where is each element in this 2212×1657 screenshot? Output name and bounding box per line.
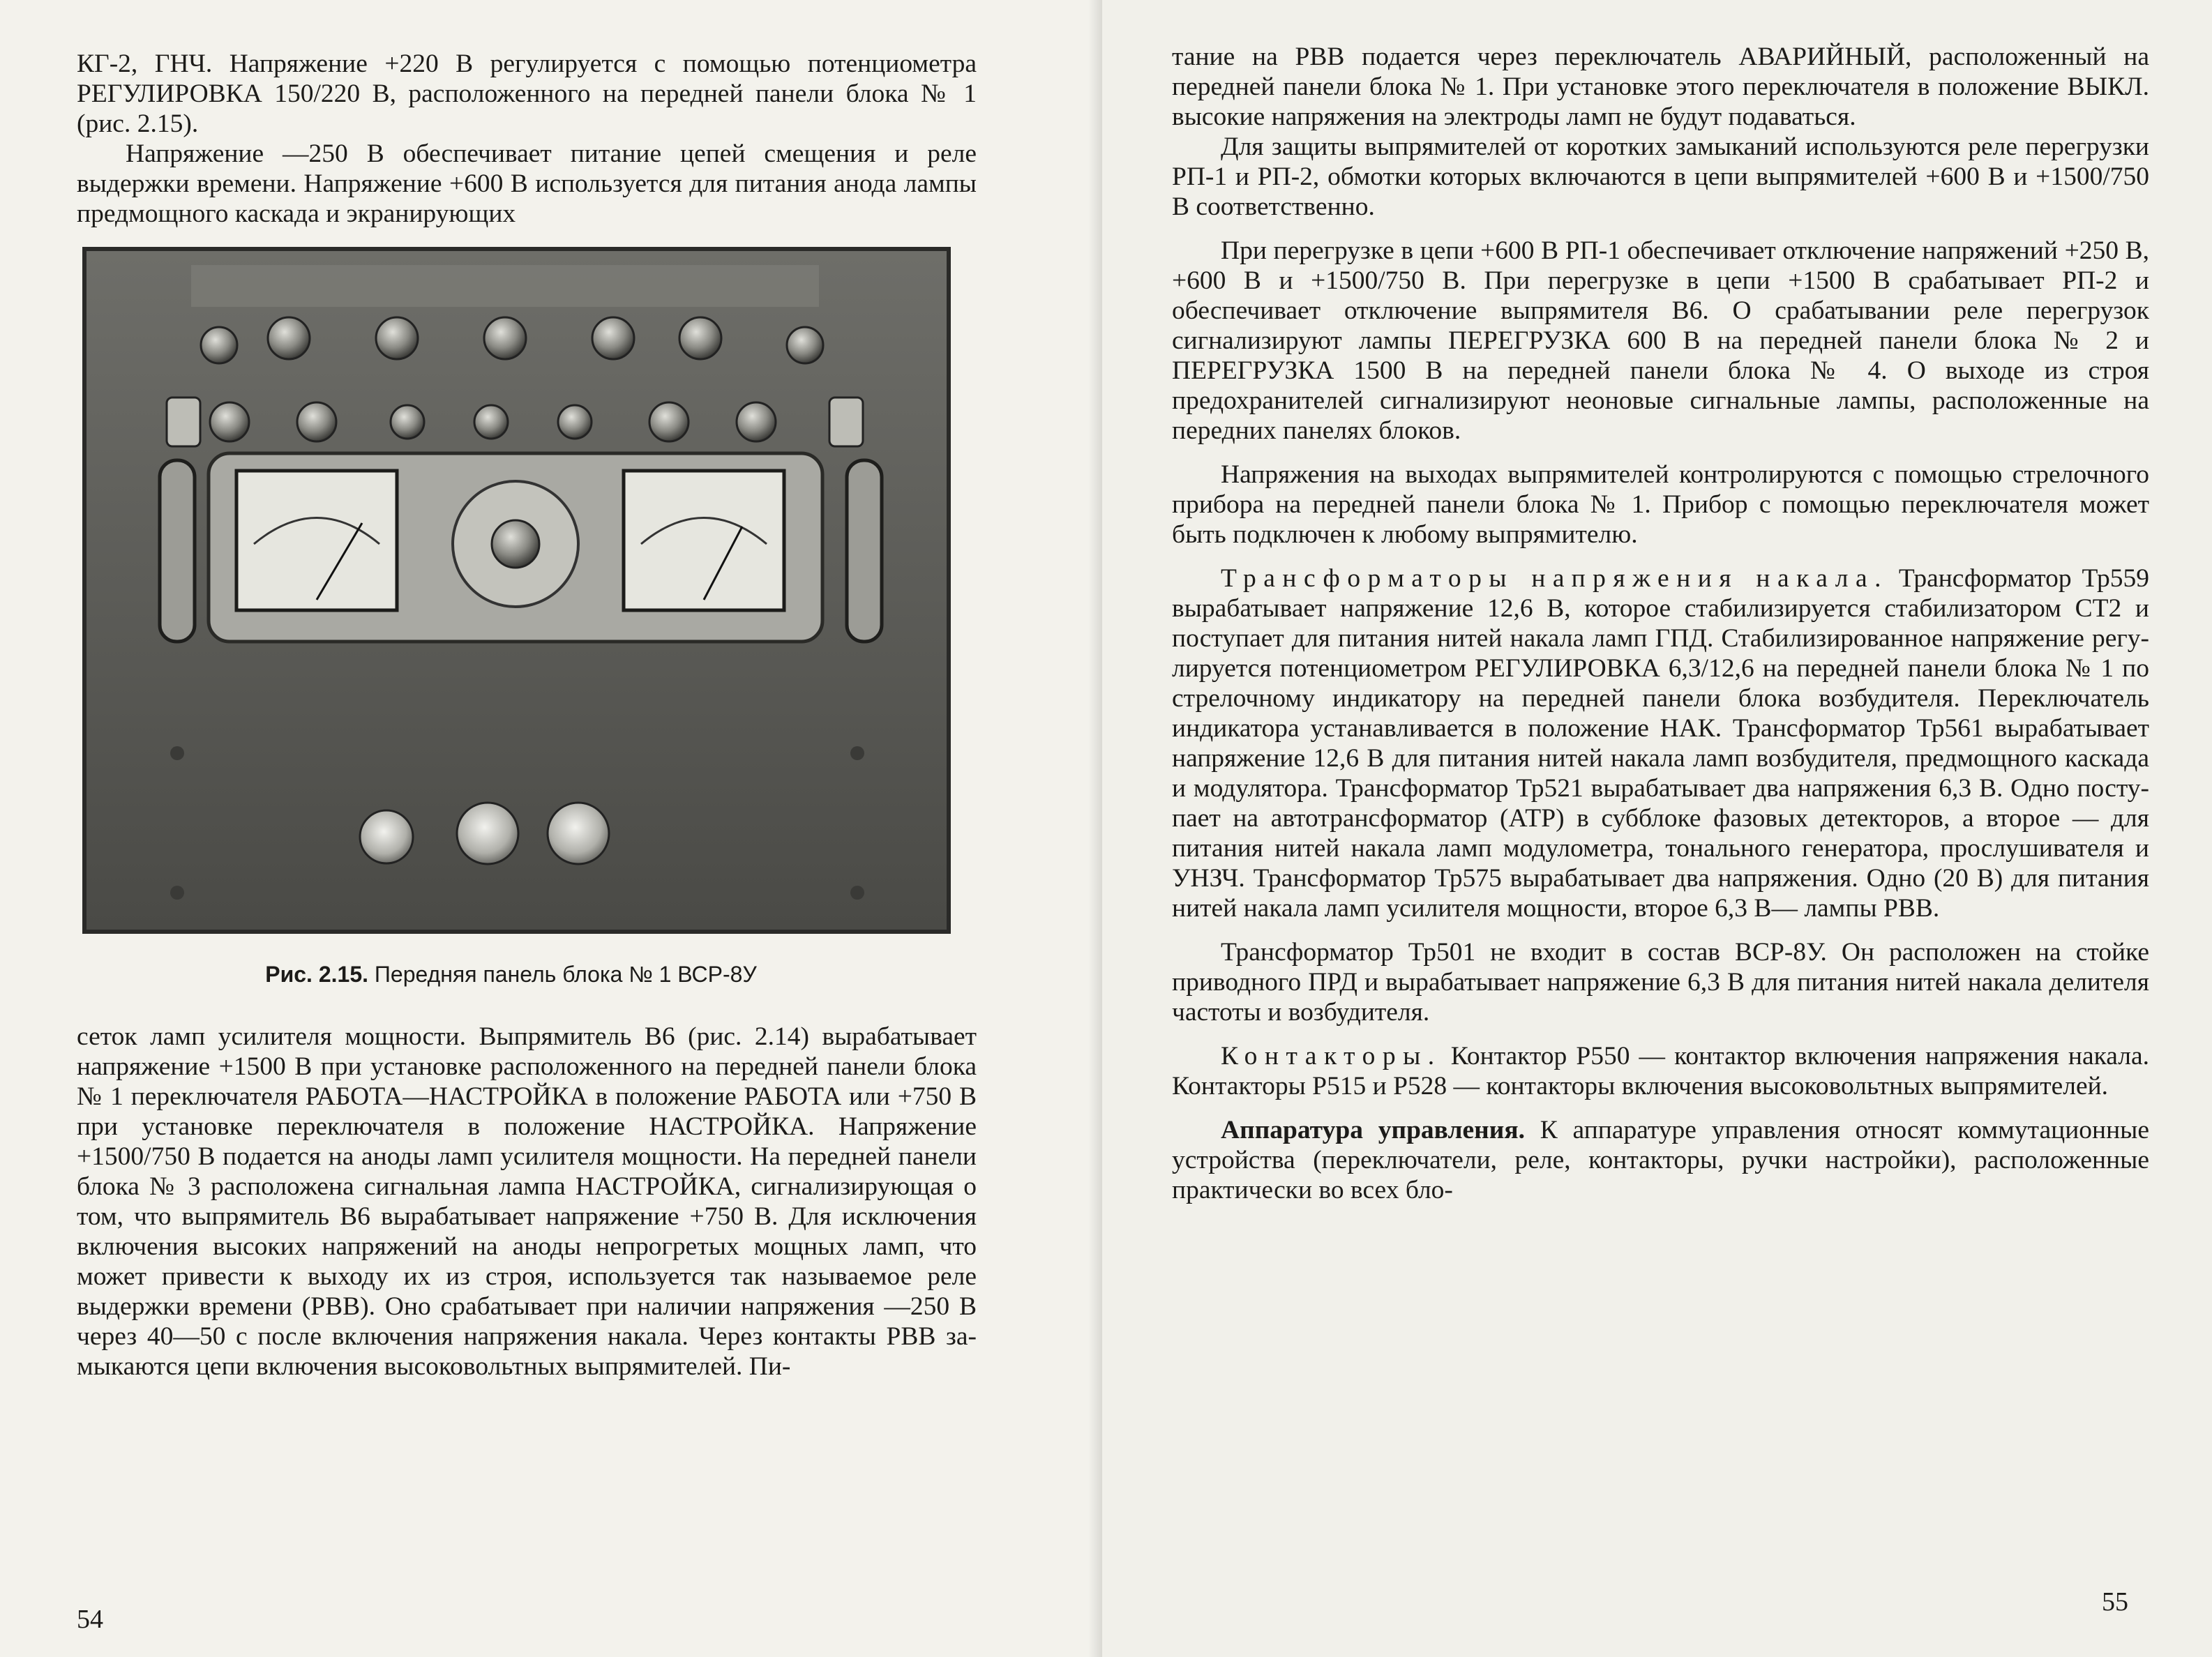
right-paragraph-5 [1172,563,2149,923]
page-number-left: 54 [77,1605,103,1634]
front-panel-illustration [86,251,947,930]
right-paragraph-3: При перегрузке в цепи +600 В РП-1 обеспечивает отключение напряжений +250 В, +600 В и +1500/750 В. При перегрузке в цепи +1500 В срабатывает РП-2 и обеспечивает отключение выпрямителя В6. О срабатывании реле перегрузок сигнализируют лампы ПЕРЕГРУЗКА 600 В на передней панели блока № 2 и ПЕРЕГРУЗКА 1500 В на передней панели блока № 4. О выходе из строя предохранителей сигнализируют неоновые сигнальные лампы, расположенные на передних панелях блоков. [1172,236,2149,445]
heading-control-equipment: Аппаратура управления. [1221,1116,1526,1144]
left-paragraph-3: сеток ламп усилителя мощности. Выпрямитель В6 (рис. 2.14) вырабатывает напряжение +1500 В при установке расположенного на передней панели блока № 1 переключателя РАБОТА—НАСТРОЙКА в положение РАБОТА или +750 В при установке переключателя в положение НАСТРОЙКА. Напряжение +1500/750 В подается на аноды ламп усилителя мощности. На передней панели блока № 3 расположена сигнальная лампа НАСТРОЙКА, сигнализирующая о том, что выпрямитель В6 вырабатывает напряжение +750 В. Для исключения включения высоких напряжений на аноды непрогретых мощных ламп, что может привести к выходу их из строя, используется так называемое реле выдержки времени (РВВ). Оно срабатывает при наличии напряжения —250 В через 40—50 с после включения напряжения накала. Через контакты РВВ замыкаются цепи включения высоковольтных выпрямителей. Пи- [77,1022,977,1381]
figure-caption-text: Передняя панель блока № 1 ВСР-8У [374,962,757,987]
left-page [0,0,1102,1657]
right-paragraph-2: Для защиты выпрямителей от коротких замыканий используются реле перегрузки РП-1 и РП-2, обмотки которых включаются в цепи выпрямителей +600 В и +1500/750 В соответственно. [1172,133,2149,221]
contactors-text: Контактор Р550 — контактор включения напряжения накала. Контакторы Р515 и Р528 — контакторы включения высоковольтных выпрямителей. [1172,1042,2149,1100]
right-paragraph-4: Напряжения на выходах выпрямителей контролируются с помощью стрелочного прибора на передней панели блока № 1. Прибор с помощью переключателя может быть подключен к любому выпрямителю. [1172,460,2149,549]
transformers-text: Трансформатор Тр559 вырабатывает напряжение 12,6 В, которое стабилизируется стабилизатором СТ2 и поступает для питания нитей накала ламп ГПД. Стабилизированное напряжение регулируется потенциометром РЕГУЛИРОВКА 6,3/12,6 на передней панели блока № 1 по стрелочному индикатору на передней панели блока возбудителя. Переключатель индикатора устанавливается в положение НАК. Трансформатор Тр561 вырабатывает напряжение 12,6 В для питания нитей накала ламп возбудителя, предмощного каскада и модулятора. Трансформатор Тр521 вырабатывает два напряжения 6,3 В. Одно поступает на автотрансформатор (АТР) в субблоке фазовых детекторов, а второе — для питания нитей накала ламп модулометра, тонального генератора, прослушивателя и УНЗЧ. Трансформатор Тр575 вырабатывает два напряжения. Одно (20 В) для питания нитей накала ламп усилителя мощности, второе 6,3 В— лампы РВВ. [1172,564,2150,923]
right-paragraph-7 [1172,1041,2149,1101]
heading-contactors: Контакторы. [1221,1042,1442,1070]
right-page [1102,0,2212,1657]
figure-caption-number: Рис. 2.15. [265,962,368,987]
left-paragraph-2: Напряжение —250 В обеспечивает питание цепей смещения и реле выдержки времени. Напряжение +600 В используется для питания анода лампы предмощного каскада и экранирующих [77,139,977,228]
right-paragraph-6: Трансформатор Тр501 не входит в состав ВСР-8У. Он расположен на стойке приводного ПРД и вырабатывает напряжение 6,3 В для питания нитей накала делителя частоты и возбудителя. [1172,938,2149,1027]
control-equipment-text: К аппаратуре управления относят коммутационные устройства (переключатели, реле, контакторы, ручки настройки), расположенные практически во всех бло- [1172,1116,2149,1204]
right-paragraph-1: тание на РВВ подается через переключатель АВАРИЙНЫЙ, расположенный на передней панели блока № 1. При установке этого переключателя в положение ВЫКЛ. высокие напряжения на электроды ламп не будут подаваться. [1172,43,2149,131]
left-paragraph-1: КГ-2, ГНЧ. Напряжение +220 В регулируется с помощью потенциометра РЕГУЛИРОВКА 150/220 В, расположенного на передней панели блока № 1 (рис. 2.15). [77,50,977,138]
heading-transformers: Трансформаторы напряжения накала. [1221,564,1889,593]
page-number-right: 55 [2102,1587,2128,1617]
right-paragraph-8 [1172,1115,2149,1205]
figure-front-panel-photo [82,247,951,934]
figure-caption [77,960,945,988]
